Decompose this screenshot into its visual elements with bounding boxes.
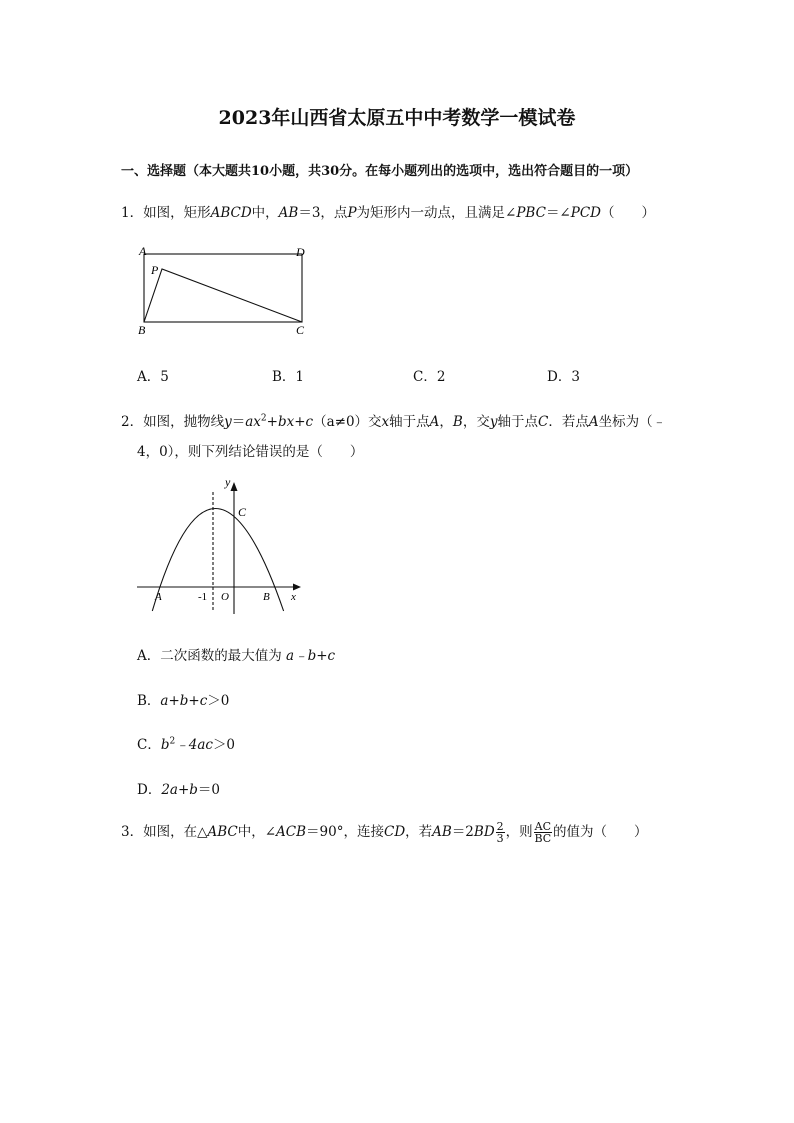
question-2-line-2: 4，0），则下列结论错误的是（ ） xyxy=(137,444,364,460)
label-b: B xyxy=(263,591,270,603)
y-axis-arrow xyxy=(231,482,238,491)
question-number: 3． xyxy=(121,824,144,840)
label-c: C xyxy=(238,505,247,519)
q2-option-c[interactable]: C．$b^2﹣4ac>0$ xyxy=(137,736,236,753)
label-a: A xyxy=(155,591,162,603)
question-1: 1．如图，矩形ABCD中，AB＝3，点P为矩形内一动点，且满足∠PBC＝∠PCD（ ） xyxy=(121,205,655,221)
label-y: y xyxy=(225,475,231,489)
rectangle-figure xyxy=(132,240,322,340)
fraction-two-thirds: $\frac{2}{3}$ xyxy=(496,820,504,845)
question-2: 2．如图，抛物线$y=ax^2+bx+c(a\ne 0)$交x轴于点A，B，交y轴于点C．若点A坐标为（﹣ xyxy=(121,413,667,430)
q2-option-d[interactable]: D．2a+b＝0 xyxy=(137,782,221,798)
label-p: P xyxy=(151,263,159,277)
q2-option-b[interactable]: B．a+b+c＞0 xyxy=(137,693,230,709)
q1-option-b[interactable]: B．1 xyxy=(272,369,305,385)
page-title: 2023年山西省太原五中中考数学一模试卷 xyxy=(218,107,576,129)
q2-option-a[interactable]: A．二次函数的最大值为 a﹣b+c xyxy=(137,648,336,664)
label-a: A xyxy=(139,244,147,258)
x-axis-arrow xyxy=(293,584,301,591)
label-b: B xyxy=(138,323,146,337)
segments-bp-pc xyxy=(144,269,302,322)
rectangle-abcd xyxy=(144,254,302,322)
question-number: 2． xyxy=(121,414,144,430)
question-number: 1． xyxy=(121,205,144,221)
parabola-figure xyxy=(133,474,313,619)
fraction-ac-bc: $\frac{AC}{BC}$ xyxy=(534,820,552,845)
label-c: C xyxy=(296,323,305,337)
label-x: x xyxy=(291,591,296,603)
q1-option-c[interactable]: C．2 xyxy=(413,369,446,385)
section-heading: 一、选择题（本大题共10小题，共30分。在每小题列出的选项中，选出符合题目的一项） xyxy=(121,164,639,179)
q1-option-d[interactable]: D．3 xyxy=(547,369,580,385)
q1-option-a[interactable]: A．5 xyxy=(137,369,169,385)
question-3: 3．如图，在△ABC中，∠ACB＝90°，连接CD，若AB＝2BD $\frac{2}{3}$ ，则 $\frac{AC}{BC}$ 的值为（ ） xyxy=(121,820,648,845)
label-neg-one: -1 xyxy=(198,591,208,603)
label-o: O xyxy=(221,591,229,603)
label-d: D xyxy=(296,245,305,259)
